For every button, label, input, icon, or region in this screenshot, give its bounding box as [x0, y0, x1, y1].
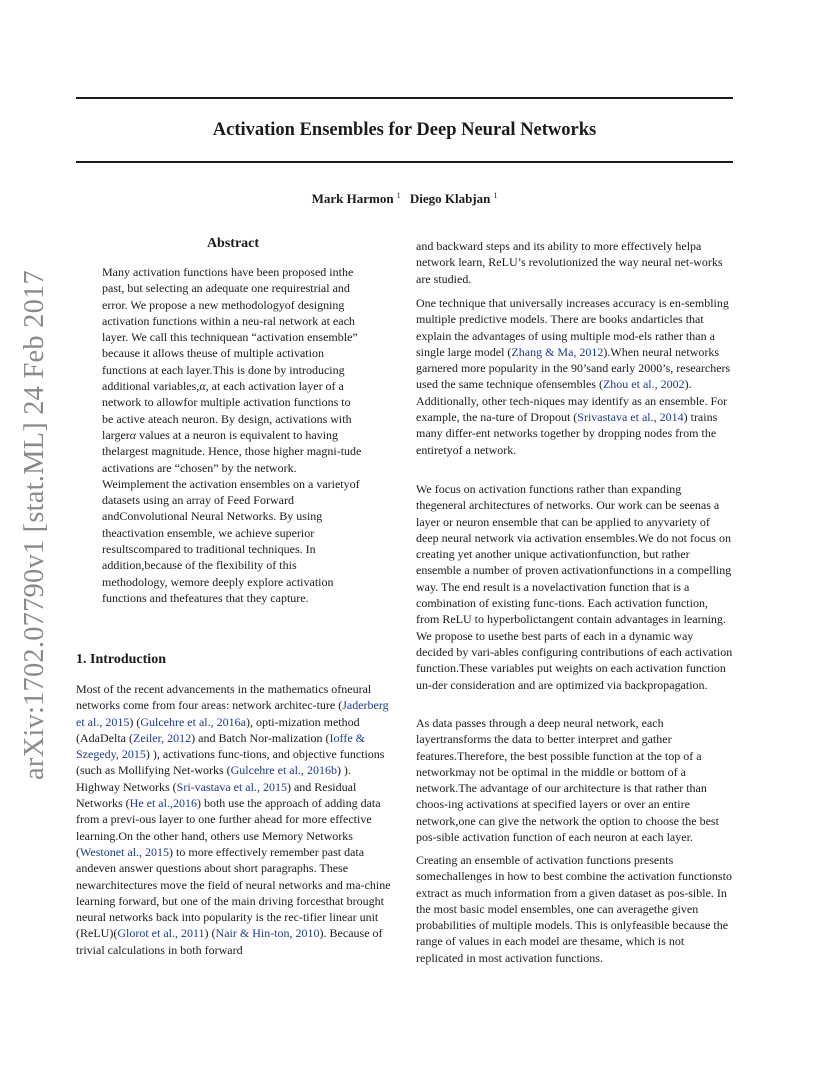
- author-name: Diego Klabjan $^1$: [409, 191, 498, 206]
- text-line: ous layer to one further ahead for more effective learning.: [76, 812, 372, 843]
- paragraph: [416, 481, 733, 693]
- text-line: We focus on activation functions rather than expanding the: [416, 482, 682, 513]
- text-line: of datasets using an array of Feed Forward and: [102, 476, 360, 524]
- text-line: activation ensemble, we achieve superior results: [102, 525, 315, 557]
- text-line: This is done by introducing additional variables,: [102, 362, 345, 394]
- title-rule-bottom: [76, 161, 733, 163]
- text-line: One technique that universally increases accuracy is en-: [416, 296, 685, 310]
- paper-title: Activation Ensembles for Deep Neural Networks: [212, 120, 597, 140]
- text-line: architectures move the field of neural networks and ma-: [96, 877, 365, 892]
- text-line: sible activation function of each neuron at each layer.: [436, 830, 693, 845]
- text-line: because of the flexibility of this methodology, we: [102, 558, 297, 589]
- text-line: tions, and objective functions (such as Mollifying Net-: [76, 747, 385, 778]
- text-line: tifier linear unit (ReLU)(Glorot et al., 2011) (Nair & Hin-: [76, 910, 379, 941]
- text-line: der consideration and are optimized via backpropagation.: [432, 677, 708, 692]
- text-line: 2016) both use the approach of adding data from a previ-: [76, 796, 381, 827]
- text-line: sembling multiple predictive models. There are books and: [416, 296, 729, 327]
- text-line: neural networks come from four areas: network architec-: [76, 682, 372, 713]
- text-line: may not be optimal in the middle or bottom of a network.: [416, 764, 686, 796]
- text-line: same, which is not replicated in most activation functions.: [416, 934, 685, 965]
- paragraph: [416, 715, 733, 845]
- text-line: the given probabilities of multiple models. This is only: [416, 901, 699, 933]
- text-line: Many activation functions have been proposed in: [102, 265, 339, 279]
- text-line: function, but rather ensemble a number of proven activation: [416, 547, 690, 578]
- paragraph: [416, 852, 733, 966]
- text-line: works (Gulcehre et al., 2016b) ). Highway Networks (Sri-: [76, 763, 351, 794]
- text-line: articles that explain the advantages of using multiple mod-: [416, 312, 704, 343]
- text-line: These variables put weights on each activation function un-: [416, 661, 726, 692]
- text-line: use of multiple activation functions at each layer.: [102, 346, 324, 377]
- abstract-body: [102, 264, 364, 606]
- text-line: trial and error. We propose a new methodology: [102, 281, 350, 312]
- title-rule-top: [76, 97, 733, 99]
- paragraph: [416, 238, 733, 287]
- text-line: more deeply explore activation functions and the: [102, 574, 334, 605]
- text-line: The advantage of our architecture is that rather than choos-: [416, 781, 707, 812]
- text-line: vastava et al., 2015) and Residual Networks (He et al.,: [76, 779, 357, 811]
- text-line: ton, 2010). Because of trivial calculations in both forward: [76, 926, 383, 957]
- text-line: ture of Dropout (Srivastava et al., 2014) trains many differ-: [416, 410, 718, 441]
- text-line: the past, but selecting an adequate one requires: [102, 265, 354, 296]
- text-line: implement the activation ensembles on a variety: [117, 476, 350, 491]
- text-line: mization method (AdaDelta (Zeiler, 2012) and Batch Nor-: [76, 714, 360, 745]
- text-line: works are studied.: [416, 255, 723, 286]
- text-line: els rather than a single large model (Zhang & Ma, 2012).: [416, 328, 715, 359]
- text-line: ture (Jaderberg et al., 2015) (Gulcehre et al., 2016a), opti-: [76, 698, 389, 729]
- paragraph: [416, 295, 733, 458]
- text-line: that brought neural networks back into popularity is the rec-: [76, 893, 384, 925]
- text-line: and backward steps and its ability to more effectively help: [416, 239, 697, 253]
- author-name: Mark Harmon $^1$: [311, 191, 401, 206]
- text-line: When neural networks garnered more popularity in the 90’s: [416, 344, 720, 376]
- text-line: ing activations at specified layers or over an entire network,: [416, 797, 690, 828]
- text-line: largest magnitude. Hence, those higher magni-: [116, 444, 341, 459]
- text-line: sible. In the most basic model ensembles, one can average: [416, 885, 727, 916]
- author-list: [76, 191, 733, 207]
- text-line: variety of deep neural network via activation ensembles.: [416, 514, 710, 545]
- text-line: tangent contain advantages in learning. We propose to use: [416, 612, 726, 643]
- text-line: a network learn, ReLU’s revolutionized the way neural net-: [416, 239, 702, 270]
- text-line: for multiple activation functions to be active at: [102, 395, 351, 426]
- text-line: and early 2000’s, researchers used the same technique of: [416, 361, 731, 392]
- text-line: activation function that is a combination of existing func-: [416, 579, 690, 611]
- text-line: ables configuring contributions of each activation function.: [416, 644, 733, 676]
- text-line: ent networks together by dropping nodes from the entirety: [416, 426, 717, 457]
- text-line: of designing activation functions within a neu-: [102, 297, 345, 328]
- text-line: tude activations are “chosen” by the network. We: [102, 444, 362, 491]
- text-line: et al., 2015) to more effectively remember past data and: [76, 844, 365, 876]
- text-line: α, at each activation layer of a network to allow: [102, 379, 344, 410]
- section-heading-introduction: 1. Introduction: [76, 652, 166, 667]
- text-line: functions in a compelling way. The end result is a novel: [416, 563, 732, 594]
- text-line: Therefore, the best possible function at the top of a network: [416, 748, 702, 779]
- text-line: even answer questions about short paragraphs. These new: [76, 861, 349, 892]
- text-line: tions. Each activation function, from ReLU to hyperbolic: [416, 596, 708, 627]
- text-line: ensembles (Zhou et al., 2002). Additionally, other tech-: [416, 377, 692, 408]
- abstract-heading: Abstract: [206, 236, 260, 251]
- affiliation-mark: 1: [396, 191, 401, 200]
- text-line: α values at a neuron is equivalent to having the: [102, 427, 339, 459]
- text-line: Most of the recent advancements in the mathematics of: [76, 682, 342, 696]
- text-line: compared to traditional techniques. In addition,: [102, 542, 316, 573]
- introduction-left-column: [76, 681, 391, 958]
- text-line: one can give the network the option to choose the best pos-: [416, 813, 719, 845]
- text-line: Creating an ensemble of activation functions presents some: [416, 853, 674, 884]
- text-line: feasible because the range of values in each model are the: [416, 918, 729, 949]
- text-line: features that they capture.: [184, 590, 309, 605]
- text-line: to extract as much information from a given dataset as pos-: [416, 869, 732, 900]
- text-line: the best parts of each in a dynamic way decided by vari-: [416, 628, 694, 659]
- affiliation-mark: 1: [493, 191, 498, 200]
- text-line: niques may identify as an ensemble. For example, the na-: [416, 393, 728, 425]
- text-line: As data passes through a deep neural network, each layer: [416, 716, 664, 747]
- text-line: We do not focus on creating yet another unique activation: [416, 530, 731, 562]
- text-line: of a network.: [452, 442, 517, 457]
- text-line: an “activation ensemble” because it allows the: [102, 330, 358, 361]
- arxiv-identifier-stamp: arXiv:1702.07790v1 [stat.ML] 24 Feb 2017: [19, 270, 50, 780]
- text-line: ral network at each layer. We call this technique: [102, 313, 355, 345]
- text-line: malization (Ioffe & Szegedy, 2015) ), activations func-: [76, 730, 365, 762]
- text-line: as a layer or neuron ensemble that can be applied to any: [416, 498, 720, 529]
- text-line: Convolutional Neural Networks. By using the: [102, 509, 323, 540]
- text-line: On the other hand, others use Memory Networks (Weston: [76, 828, 353, 859]
- text-line: general architectures of networks. Our work can be seen: [430, 498, 701, 513]
- text-line: transforms the data to better interpret and gather features.: [416, 732, 672, 763]
- text-line: each neuron. By design, activations with larger: [102, 411, 352, 442]
- text-line: chine learning forward, but one of the main driving forces: [76, 877, 391, 908]
- text-line: challenges in how to best combine the activation functions: [441, 869, 723, 884]
